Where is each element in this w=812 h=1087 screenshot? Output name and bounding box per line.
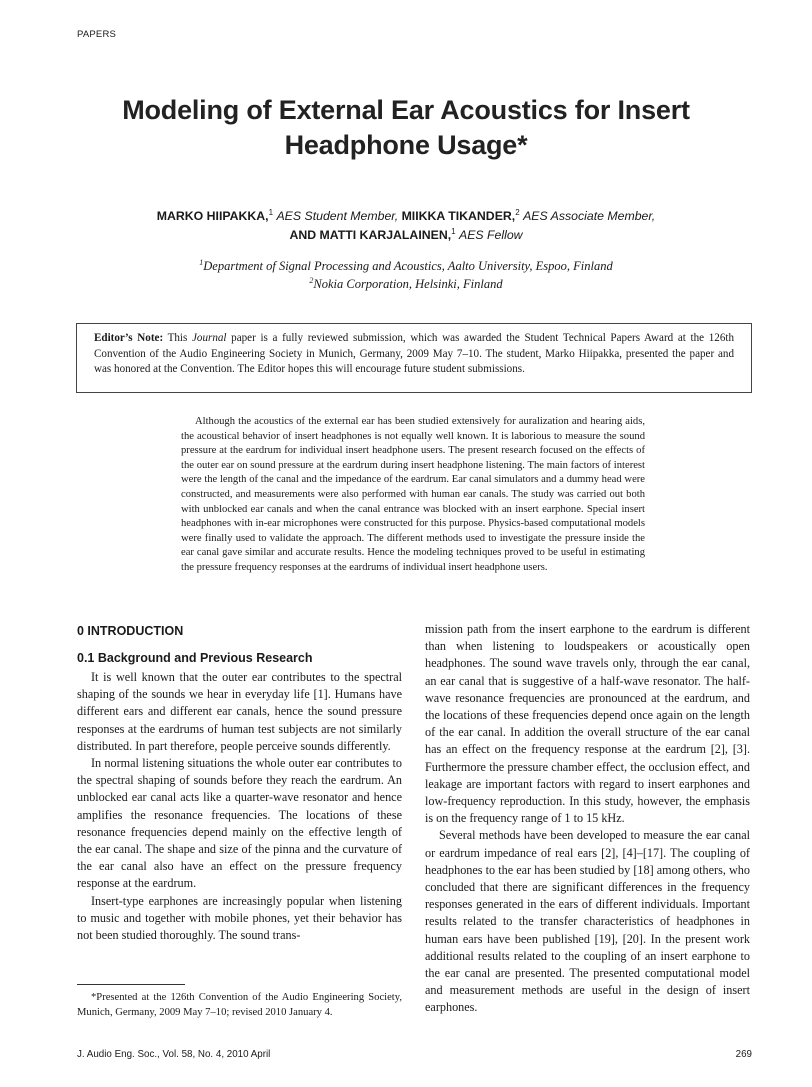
journal-citation: J. Audio Eng. Soc., Vol. 58, No. 4, 2010 April <box>77 1049 271 1060</box>
author-affiliation-mark: 1 <box>451 226 456 236</box>
affiliation-text: Nokia Corporation, Helsinki, Finland <box>313 276 503 291</box>
paragraph: In normal listening situations the whole outer ear contributes to the spectral shaping of sounds before they reach the eardrum. An unblocked ear canal acts like a quarter-wave resonator and hence amplifies the resonance frequencies. The locations of these resonance frequencies depend mainly on the effective length of the ear canal. The shape and size of the pinna and the curvature of the ear canal also have an effect on the pressure frequency response at the eardrum. <box>77 756 402 891</box>
abstract: Although the acoustics of the external ear has been studied extensively for auralization and hearing aids, the acoustical behavior of insert headphones is not equally well known. It is laborious to measure the sound pressure at the eardrum for individual insert headphone users. The present research focused on the effects of the outer ear on sound pressure at the eardrum during insert headphone listening. The main factors of interest were the length of the canal and the impedance of the eardrum. Ear canal simulators and a dummy head were constructed, and measurements were also performed with human ear canals. The study was carried out both with unblocked ear canals and when the canal entrance was blocked with an insert earphone. Special insert headphones with in-ear microphones were constructed for this purpose. Physics-based computational models were finally used to validate the approach. The different methods used to investigate the pressure inside the ear canal gave similar and accurate results. Hence the modeling techniques proved to be useful in estimating the pressure frequency responses at the eardrums of individual insert headphone users. <box>181 416 645 573</box>
author-role: AES Fellow <box>459 228 523 242</box>
author-line-2 <box>80 226 732 245</box>
affiliations <box>80 258 732 293</box>
left-column <box>77 621 402 944</box>
editors-note-pre: This <box>163 332 192 344</box>
paper-title <box>60 93 752 163</box>
author-affiliation-mark: 1 <box>268 207 274 217</box>
author-name: MARKO HIIPAKKA, <box>156 209 269 223</box>
author-list <box>80 207 732 245</box>
author-name: MIIKKA TIKANDER, <box>401 209 516 223</box>
section-heading: 0 INTRODUCTION <box>77 624 184 638</box>
editors-note-text: paper is a fully reviewed submission, which was awarded the Student Technical Papers Award at the 126th Convention of the Audio Engineering Society in Munich, Germany, 2009 May 7–10. The student, Marko Hiipakka, presented the paper and was honored at the Convention. The Editor hopes this will encourage future student submissions. <box>94 332 735 375</box>
paragraph: It is well known that the outer ear contributes to the spectral shaping of the sounds we hear in everyday life [1]. Humans have different ears and different ear canals, hence the sound pressure responses at the eardrums of human test subjects are not similarly distributed. In part therefore, people perceive sounds differently. <box>77 670 402 753</box>
author-role: AES Associate Member, <box>523 209 656 223</box>
author-line-1 <box>80 207 732 226</box>
footnote-divider <box>77 984 185 985</box>
subsection-heading: 0.1 Background and Previous Research <box>77 651 313 665</box>
editors-note-label: Editor’s Note: <box>94 332 164 344</box>
editors-note-journal: Journal <box>192 332 227 344</box>
author-role: AES Student Member, <box>276 209 399 223</box>
footnote: *Presented at the 126th Convention of the Audio Engineering Society, Munich, Germany, 2009 May 7–10; revised 2010 January 4. <box>77 992 402 1018</box>
paragraph: Several methods have been developed to measure the ear canal or eardrum impedance of real ears [2], [4]–[17]. The coupling of headphones to the ear has been studied by [18] among others, who concluded that there are significant differences in the frequency responses generated in the ears of different individuals. Important results related to the transfer characteristics of headphones in human ears have been published [19], [20]. In the present work additional results related to the coupling of an insert earphone to the ear canal are presented. The presented computational model and measurement methods are useful in the design of insert earphones. <box>425 828 750 1015</box>
title-line-1: Modeling of External Ear Acoustics for Insert <box>122 95 690 125</box>
editors-note-box <box>76 323 752 393</box>
author-affiliation-mark: 2 <box>515 207 520 217</box>
affiliation-text: Department of Signal Processing and Acoustics, Aalto University, Espoo, Finland <box>203 259 613 273</box>
author-name: AND MATTI KARJALAINEN, <box>289 228 452 242</box>
right-column <box>425 621 750 1017</box>
affiliation-mark: 2 <box>309 275 314 285</box>
paragraph: Insert-type earphones are increasingly popular when listening to music and together with mobile phones, yet their behavior has not been studied thoroughly. The sound trans- <box>77 893 402 943</box>
affiliation-mark: 1 <box>199 257 204 267</box>
affiliation-2 <box>80 276 732 294</box>
paragraph: mission path from the insert earphone to the eardrum is different than when listening to loudspeakers or acoustically open headphones. The sound wave travels only, through the ear canal, an ear canal that is suggestive of a half-wave resonator. The half-wave resonance frequencies are pronounced at the eardrum, and the locations of these frequencies depend once again on the length of the ear canal. In addition the overall structure of the ear canal has an effect on the frequency response at the eardrum [2], [3]. Furthermore the pressure chamber effect, the occlusion effect, and leakage are important factors with regard to insert earphones and low-frequency reproduction. In this study, however, the emphasis is on the frequency range of 1 to 15 kHz. <box>425 622 750 826</box>
affiliation-1 <box>80 258 732 276</box>
page-number: 269 <box>735 1049 752 1060</box>
section-label: PAPERS <box>77 29 117 40</box>
title-line-2: Headphone Usage* <box>284 130 528 160</box>
